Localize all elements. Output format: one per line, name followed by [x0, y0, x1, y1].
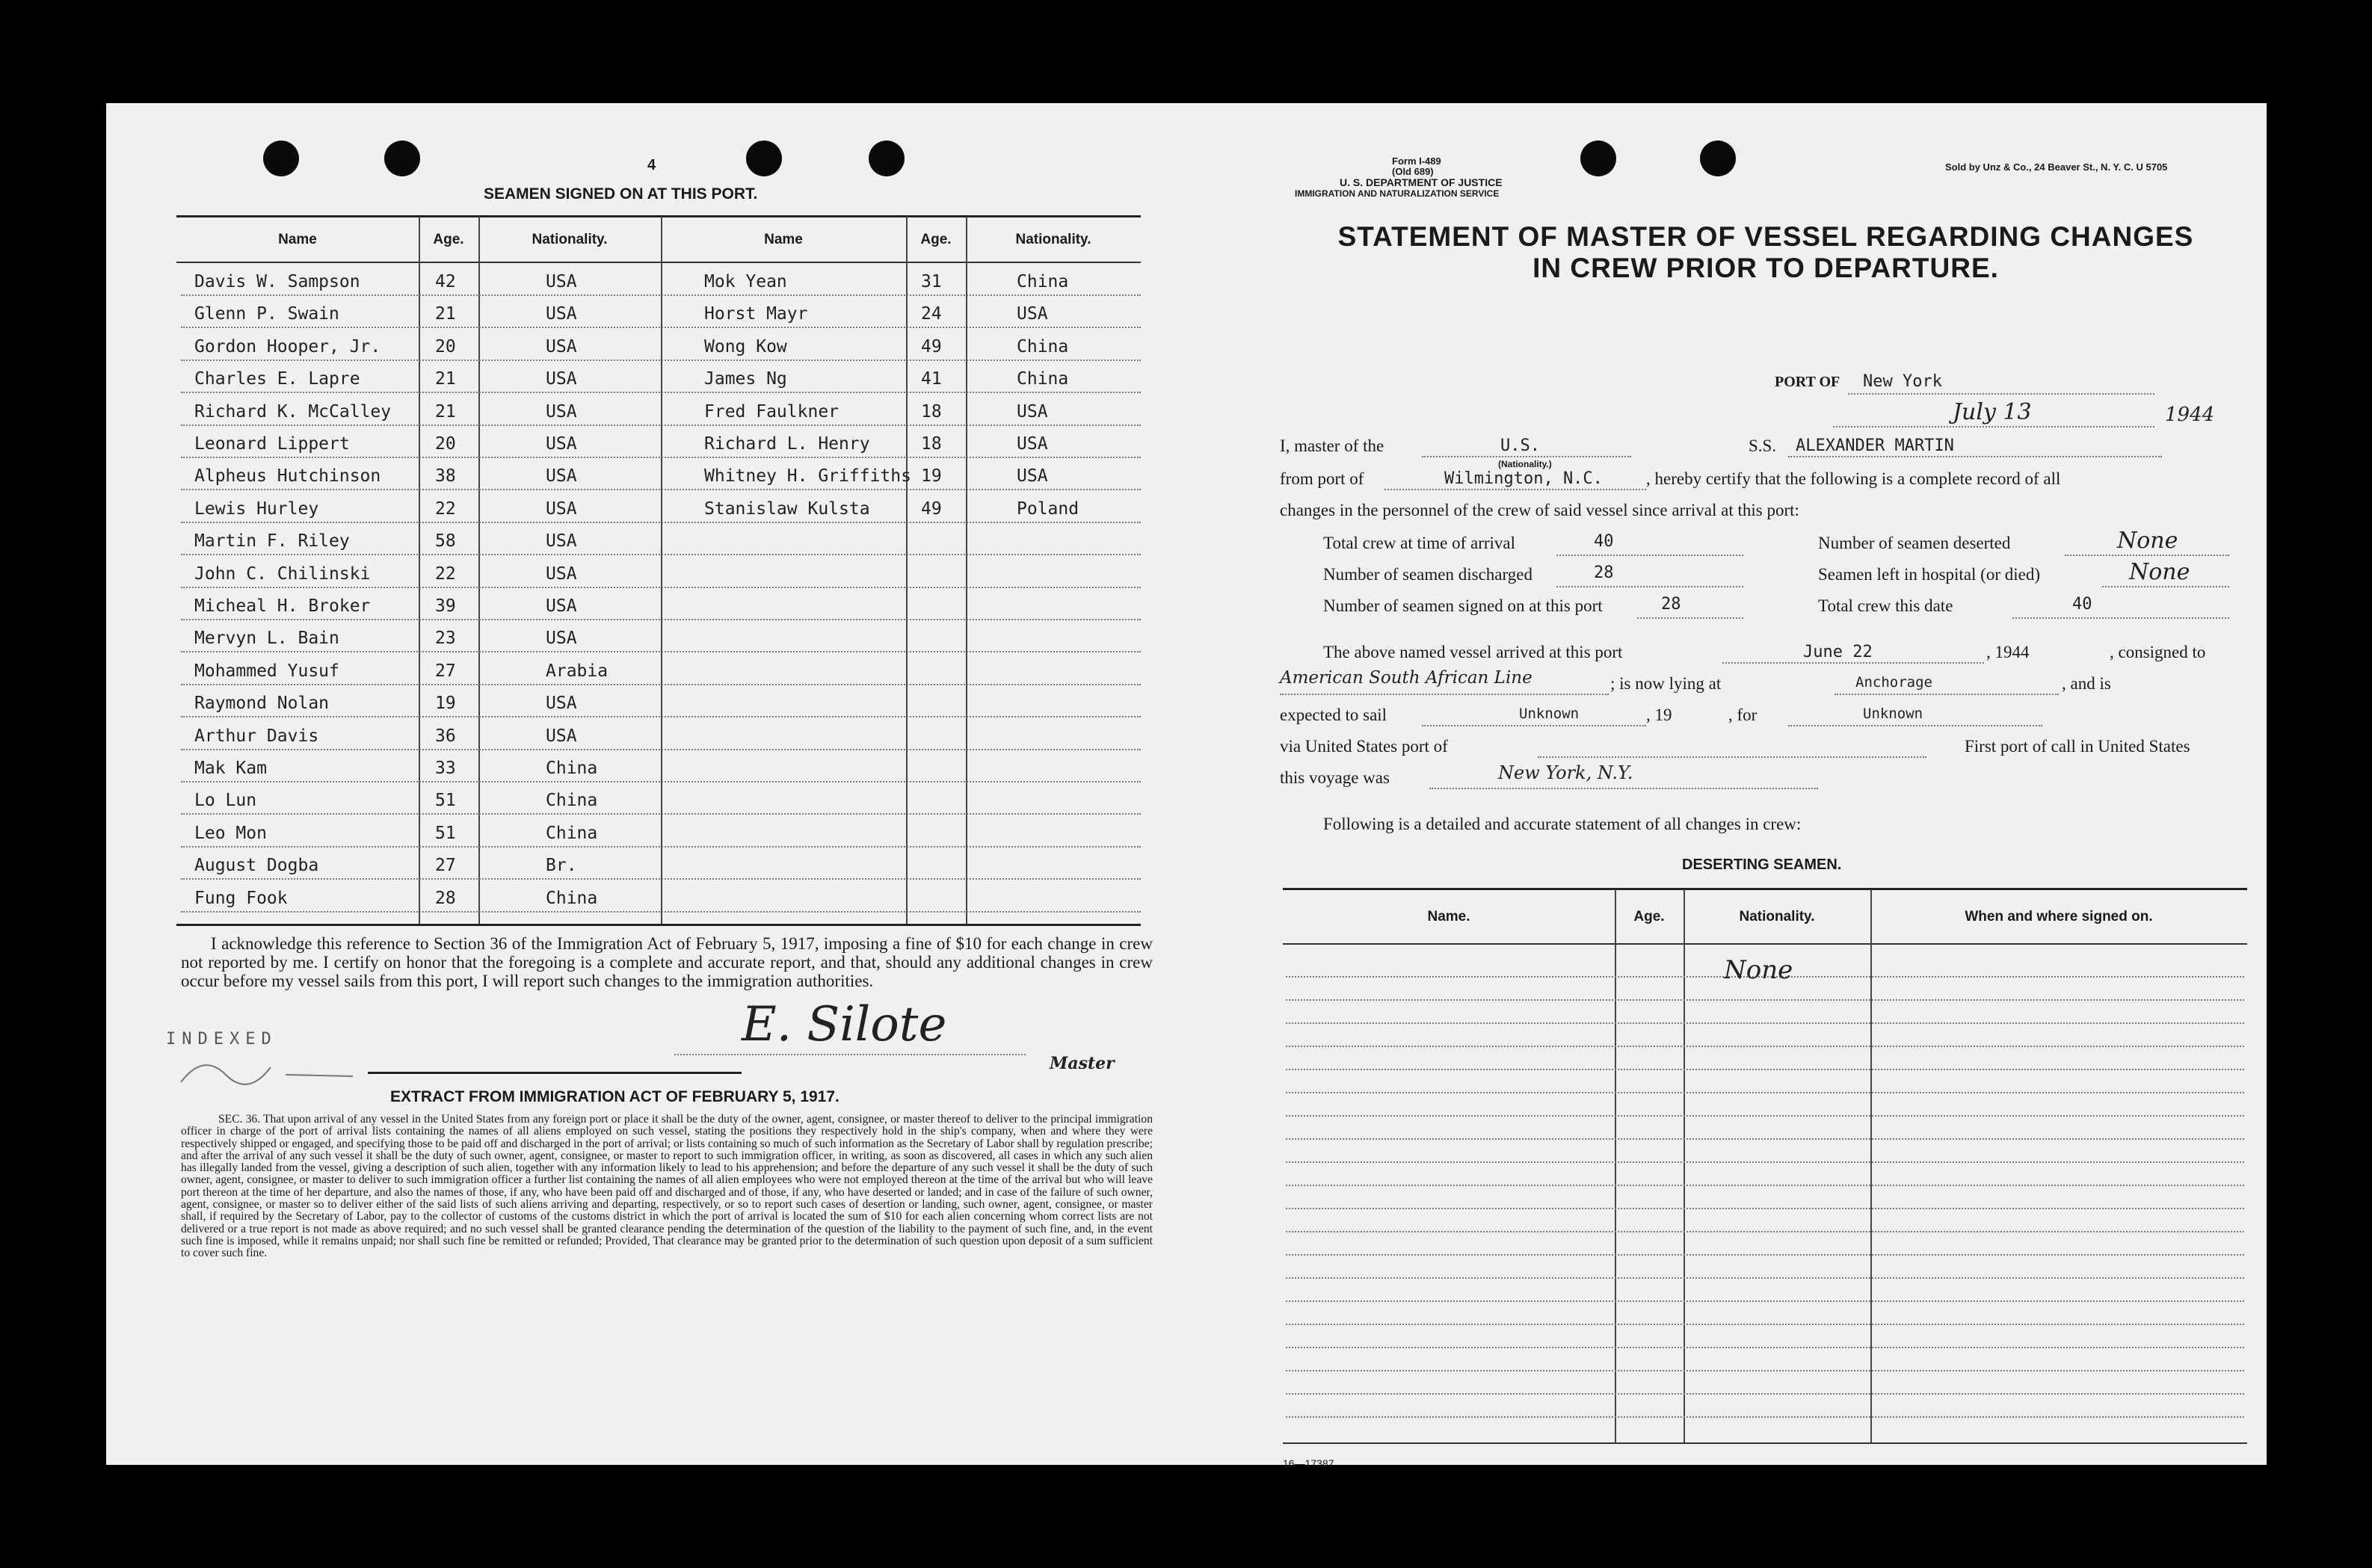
row-line [181, 716, 1141, 717]
from-port-label: from port of [1280, 469, 1364, 488]
row-line [181, 846, 1141, 848]
deserted-value: None [2117, 528, 2178, 554]
total-date-line [2012, 617, 2229, 619]
discharged-label: Number of seamen discharged [1323, 565, 1532, 584]
port-line [1848, 393, 2154, 395]
total-date-label: Total crew this date [1818, 596, 1953, 615]
seaman-age: 23 [435, 629, 456, 649]
row-line [181, 587, 1141, 588]
seaman-age: 19 [435, 694, 456, 714]
desert-table-header-rule [1283, 943, 2247, 945]
nationality-line [1422, 456, 1631, 457]
seaman-name: Richard K. McCalley [194, 401, 392, 422]
right-page [1205, 103, 2267, 1469]
via-line [1538, 756, 1926, 758]
desert-header-age: Age. [1633, 909, 1665, 925]
seaman-nationality: USA [1017, 434, 1048, 454]
footer-number: 16—17387 [1283, 1457, 1334, 1469]
seaman-age: 38 [435, 466, 456, 487]
form-old: (Old 689) [1392, 166, 1434, 177]
row-line [1286, 1115, 2244, 1117]
header-name-2: Name [764, 232, 803, 247]
seaman-nationality: USA [546, 564, 577, 584]
arrived-text: The above named vessel arrived at this port [1323, 643, 1623, 661]
row-line [181, 619, 1141, 620]
form-number: Form I-489 [1392, 155, 1441, 167]
seaman-nationality: USA [546, 629, 577, 649]
vessel-name: ALEXANDER MARTIN [1796, 436, 1954, 455]
table-bottom-rule [176, 924, 1141, 926]
table-row [106, 726, 1198, 759]
punch-hole [384, 141, 420, 176]
row-line [1286, 1277, 2244, 1279]
nineteen-text: , 19 [1646, 706, 1672, 724]
row-line [181, 554, 1141, 555]
master-signature: E. Silote [742, 997, 947, 1052]
seaman-name: Horst Mayr [704, 304, 808, 324]
seaman-nationality: China [546, 823, 598, 843]
header-nationality: Nationality. [532, 232, 608, 247]
table-row [106, 402, 1198, 434]
seaman-age: 27 [435, 856, 456, 876]
seaman-name: Raymond Nolan [194, 694, 330, 714]
row-line [1286, 999, 2244, 1001]
punch-hole [1700, 141, 1736, 176]
ss-label: S.S. [1749, 436, 1777, 455]
seaman-nationality: USA [1017, 466, 1048, 487]
row-line [1286, 1231, 2244, 1232]
for-value: Unknown [1863, 706, 1923, 722]
for-line [1788, 725, 2042, 726]
row-line [181, 489, 1141, 490]
table-row [106, 889, 1198, 921]
row-line [1286, 1069, 2244, 1070]
service: IMMIGRATION AND NATURALIZATION SERVICE [1295, 188, 1500, 199]
seaman-age: 58 [435, 531, 456, 552]
following-text: Following is a detailed and accurate statement of all changes in crew: [1323, 815, 1802, 833]
desert-header-name: Name. [1427, 909, 1470, 925]
consigned-text: , consigned to [2110, 643, 2206, 661]
row-line [181, 781, 1141, 783]
header-name: Name [278, 232, 317, 247]
signature-line [674, 1054, 1026, 1055]
desert-col [1870, 889, 1872, 1442]
seaman-name: Mok Yean [704, 272, 787, 291]
expected-value: Unknown [1519, 706, 1580, 722]
table-row [106, 856, 1198, 888]
seaman-name: Micheal H. Broker [194, 596, 371, 616]
punch-hole [869, 141, 905, 176]
seaman-age: 39 [435, 596, 456, 616]
for-text: , for [1728, 706, 1758, 724]
row-line [1286, 1324, 2244, 1325]
lying-text: ; is now lying at [1610, 674, 1722, 693]
seaman-name: Lewis Hurley [194, 499, 319, 519]
hospital-line [2102, 586, 2229, 587]
seaman-age: 51 [435, 823, 456, 843]
master-of-label: I, master of the [1280, 436, 1384, 455]
row-line [1286, 1347, 2244, 1348]
seaman-age: 19 [921, 466, 942, 487]
total-arrival-line [1556, 555, 1743, 556]
seaman-name: Richard L. Henry [704, 434, 870, 454]
seaman-name: Stanislaw Kulsta [704, 499, 870, 519]
seaman-age: 41 [921, 369, 942, 389]
desert-header-nationality: Nationality. [1739, 909, 1815, 925]
seaman-age: 21 [435, 401, 456, 422]
via-text: via United States port of [1280, 737, 1448, 756]
punch-hole [1580, 141, 1616, 176]
row-line [1286, 1092, 2244, 1093]
seaman-age: 49 [921, 499, 942, 519]
acknowledgement-text: I acknowledge this reference to Section 36 of the Immigration Act of February 5, 1917, imposing a fine of $10 for each change in crew not reported by me. I certify on honor that the foregoing is a complete and accurate report, and that, should any additional changes in crew occur before my vessel sails from this port, I will report such changes to the immigration authorities. [181, 934, 1153, 990]
total-date-value: 40 [2072, 595, 2092, 614]
from-port-value: Wilmington, N.C. [1444, 469, 1603, 488]
port-label: PORT OF [1775, 374, 1840, 390]
seaman-name: Leo Mon [194, 823, 267, 843]
seaman-name: Charles E. Lapre [194, 369, 360, 389]
row-line [1286, 1300, 2244, 1302]
year-value: 1944 [2165, 404, 2215, 426]
row-line [181, 684, 1141, 685]
table-row [106, 564, 1198, 596]
first-port-text: First port of call in United States [1965, 737, 2190, 756]
seaman-nationality: USA [546, 726, 577, 746]
seaman-nationality: China [546, 759, 598, 778]
stamp-scribble [173, 1045, 368, 1090]
row-line [1286, 1370, 2244, 1371]
seaman-name: Mak Kam [194, 759, 267, 778]
seaman-age: 31 [921, 272, 942, 291]
row-line [1286, 1161, 2244, 1163]
row-line [181, 749, 1141, 750]
left-page [106, 103, 1205, 1465]
row-line [181, 425, 1141, 426]
header-nationality-2: Nationality. [1015, 232, 1091, 247]
row-line [1286, 1138, 2244, 1140]
vessel-line [1788, 456, 2162, 457]
seaman-age: 20 [435, 434, 456, 454]
form-title-1: STATEMENT OF MASTER OF VESSEL REGARDING CHANGES [1337, 221, 2194, 252]
seaman-nationality: USA [1017, 304, 1048, 324]
extract-title: EXTRACT FROM IMMIGRATION ACT OF FEBRUARY 5, 1917. [390, 1088, 840, 1105]
seaman-name: Gordon Hooper, Jr. [194, 336, 381, 356]
seaman-name: James Ng [704, 369, 787, 389]
seaman-nationality: USA [546, 694, 577, 714]
seaman-age: 49 [921, 336, 942, 356]
seaman-name: Leonard Lippert [194, 434, 350, 454]
seaman-age: 24 [921, 304, 942, 324]
row-line [181, 813, 1141, 815]
arrived-line [1722, 662, 1984, 664]
discharged-value: 28 [1594, 564, 1614, 582]
seaman-nationality: China [546, 791, 598, 811]
seaman-nationality: Poland [1017, 499, 1079, 519]
seaman-age: 18 [921, 401, 942, 422]
desert-header-when: When and where signed on. [1965, 909, 2153, 925]
nationality-label: (Nationality.) [1498, 459, 1552, 469]
seaman-name: Fred Faulkner [704, 401, 840, 422]
seaman-name: Alpheus Hutchinson [194, 466, 381, 487]
seaman-nationality: USA [546, 336, 577, 356]
total-arrival-value: 40 [1594, 532, 1614, 551]
table-row [106, 304, 1198, 336]
arrived-year: , 1944 [1986, 643, 2030, 661]
table-row [106, 434, 1198, 466]
row-line [1286, 1254, 2244, 1256]
seaman-name: Fung Fook [194, 888, 288, 908]
certify-text: , hereby certify that the following is a complete record of all [1646, 469, 2061, 488]
row-line [1286, 1416, 2244, 1418]
seaman-age: 22 [435, 564, 456, 584]
row-line [181, 878, 1141, 880]
seaman-age: 22 [435, 499, 456, 519]
seaman-age: 27 [435, 661, 456, 681]
seaman-nationality: China [1017, 369, 1069, 389]
expected-line [1422, 725, 1646, 726]
deserted-label: Number of seamen deserted [1818, 534, 2011, 552]
table-row [106, 661, 1198, 694]
voyage-value: New York, N.Y. [1498, 762, 1633, 783]
desert-table-bottom [1283, 1442, 2247, 1444]
table-row [106, 272, 1198, 304]
table-row [106, 791, 1198, 823]
row-line [181, 911, 1141, 913]
seaman-age: 51 [435, 791, 456, 811]
seaman-age: 21 [435, 304, 456, 324]
row-line [181, 457, 1141, 458]
desert-col [1615, 889, 1616, 1442]
none-entry: None [1724, 955, 1793, 985]
expected-text: expected to sail [1280, 706, 1387, 724]
table-header-rule [176, 262, 1141, 263]
seaman-name: Wong Kow [704, 336, 787, 356]
seaman-nationality: China [546, 888, 598, 908]
table-row [106, 629, 1198, 661]
punch-hole [263, 141, 299, 176]
deserted-line [2065, 555, 2229, 556]
seaman-name: Glenn P. Swain [194, 304, 339, 324]
seaman-nationality: USA [546, 304, 577, 324]
consignee-line [1280, 694, 1609, 695]
seller-note: Sold by Unz & Co., 24 Beaver St., N. Y. C. U 5705 [1945, 161, 2168, 173]
row-line [181, 327, 1141, 328]
row-line [1286, 1046, 2244, 1047]
punch-hole [746, 141, 782, 176]
desert-table-top [1283, 888, 2247, 890]
row-line [181, 359, 1141, 361]
master-label: Master [1050, 1054, 1115, 1073]
discharged-line [1556, 586, 1743, 587]
table-row [106, 596, 1198, 629]
lying-value: Anchorage [1855, 674, 1932, 691]
from-port-line [1384, 489, 1646, 490]
seaman-age: 36 [435, 726, 456, 746]
seaman-name: Mohammed Yusuf [194, 661, 339, 681]
header-age: Age. [433, 232, 464, 247]
and-is-text: , and is [2062, 674, 2111, 693]
seaman-name: Whitney H. Griffiths [704, 466, 911, 487]
lying-line [1835, 694, 2059, 695]
row-line [181, 294, 1141, 296]
table-row [106, 824, 1198, 856]
row-line [1286, 1022, 2244, 1024]
department: U. S. DEPARTMENT OF JUSTICE [1340, 176, 1503, 188]
port-value: New York [1863, 372, 1942, 391]
table-row [106, 694, 1198, 726]
seaman-nationality: Arabia [546, 661, 609, 681]
seaman-nationality: USA [546, 531, 577, 552]
arrived-date: June 22 [1803, 643, 1873, 661]
extract-rule [368, 1072, 742, 1074]
consignee-value: American South African Line [1280, 668, 1532, 688]
seaman-nationality: USA [546, 466, 577, 487]
table-top-rule [176, 215, 1141, 217]
seaman-age: 20 [435, 336, 456, 356]
header-age-2: Age. [920, 232, 952, 247]
table-row [106, 337, 1198, 369]
seaman-nationality: USA [1017, 401, 1048, 422]
seaman-age: 33 [435, 759, 456, 778]
seaman-age: 28 [435, 888, 456, 908]
row-line [181, 392, 1141, 393]
row-line [1286, 1185, 2244, 1186]
seaman-nationality: China [1017, 336, 1069, 356]
row-line [181, 651, 1141, 652]
row-line [181, 522, 1141, 523]
seaman-age: 21 [435, 369, 456, 389]
seaman-nationality: Br. [546, 856, 577, 876]
total-arrival-label: Total crew at time of arrival [1323, 534, 1516, 552]
nationality-value: U.S. [1500, 436, 1540, 455]
hospital-label: Seamen left in hospital (or died) [1818, 565, 2041, 584]
date-value: July 13 [1953, 399, 2032, 425]
indexed-stamp: INDEXED [166, 1030, 277, 1049]
seaman-nationality: USA [546, 401, 577, 422]
seaman-nationality: China [1017, 272, 1069, 291]
signed-on-label: Number of seamen signed on at this port [1323, 596, 1603, 615]
table-row [106, 466, 1198, 499]
form-title-2: IN CREW PRIOR TO DEPARTURE. [1532, 253, 1999, 283]
extract-text: SEC. 36. That upon arrival of any vessel in the United States from any foreign port or place it shall be the duty of the owner, agent, consignee, or master thereof to deliver to the principal immigration officer in charge of the port of arrival lists containing the names of all aliens employed on such vessel, stating the positions they respectively hold in the ship's company, when and where they were respectively shipped or engaged, and specifying those to be paid off and discharged in the port of arrival; or lists containing so much of such information as the Secretary of Labor shall by regulation prescribe; and after the arrival of any such vessel it shall be the duty of such owner, agent, consignee, or master to report to such immigration officer, in writing, as soon as discovered, all cases in which any such alien has illegally landed from the vessel, giving a description of such alien, together with any information likely to lead to his apprehension; and before the departure of any such vessel it shall be the duty of such owner, agent, consignee, or master to deliver to such immigration officer a further list containing the names of all alien employees who were not employed thereon at the time of the arrival but who will leave port thereon at the time of her departure, and also the names of those, if any, who have been paid off and discharged and of those, if any, who have deserted or landed; and in case of the failure of such owner, agent, consignee, or master so to deliver either of the said lists of such aliens arriving and departing, respectively, or so to report such cases of desertion or landing, such owner, agent, consignee, or master shall, if required by the Secretary of Labor, pay to the collector of customs of the customs district in which the port of arrival is located the sum of $10 for each alien concerning whom correct lists are not delivered or a true report is not made as above required; and no such vessel shall be granted clearance pending the determination of the question of the liability to the payment of such fine, and, in the event such fine is imposed, while it remains unpaid; nor shall such fine be remitted or refunded; Provided, That clearance may be granted prior to the determination of such question upon deposit of a sum sufficient to cover such fine. [181, 1113, 1153, 1260]
row-line [1286, 1393, 2244, 1395]
seaman-nationality: USA [546, 499, 577, 519]
page-number: 4 [647, 157, 656, 173]
seaman-age: 18 [921, 434, 942, 454]
signed-on-line [1637, 617, 1743, 619]
seamen-signed-title: SEAMEN SIGNED ON AT THIS PORT. [484, 185, 758, 203]
table-row [106, 759, 1198, 791]
date-line [1833, 426, 2154, 428]
table-row [106, 499, 1198, 531]
hospital-value: None [2129, 559, 2190, 585]
desert-col [1683, 889, 1685, 1442]
seaman-name: August Dogba [194, 856, 319, 876]
voyage-text: this voyage was [1280, 768, 1390, 787]
seaman-nationality: USA [546, 434, 577, 454]
seaman-nationality: USA [546, 272, 577, 291]
seaman-name: Lo Lun [194, 791, 257, 811]
seaman-name: John C. Chilinski [194, 564, 371, 584]
row-line [1286, 1208, 2244, 1209]
seaman-name: Arthur Davis [194, 726, 319, 746]
seaman-name: Davis W. Sampson [194, 272, 360, 291]
changes-text: changes in the personnel of the crew of said vessel since arrival at this port: [1280, 501, 1799, 519]
table-row [106, 369, 1198, 401]
table-row [106, 531, 1198, 564]
seaman-name: Martin F. Riley [194, 531, 350, 552]
seaman-nationality: USA [546, 596, 577, 616]
seaman-name: Mervyn L. Bain [194, 629, 339, 649]
voyage-line [1429, 788, 1818, 789]
seaman-age: 42 [435, 272, 456, 291]
deserting-title: DESERTING SEAMEN. [1682, 856, 1842, 873]
seaman-nationality: USA [546, 369, 577, 389]
signed-on-value: 28 [1661, 595, 1681, 614]
